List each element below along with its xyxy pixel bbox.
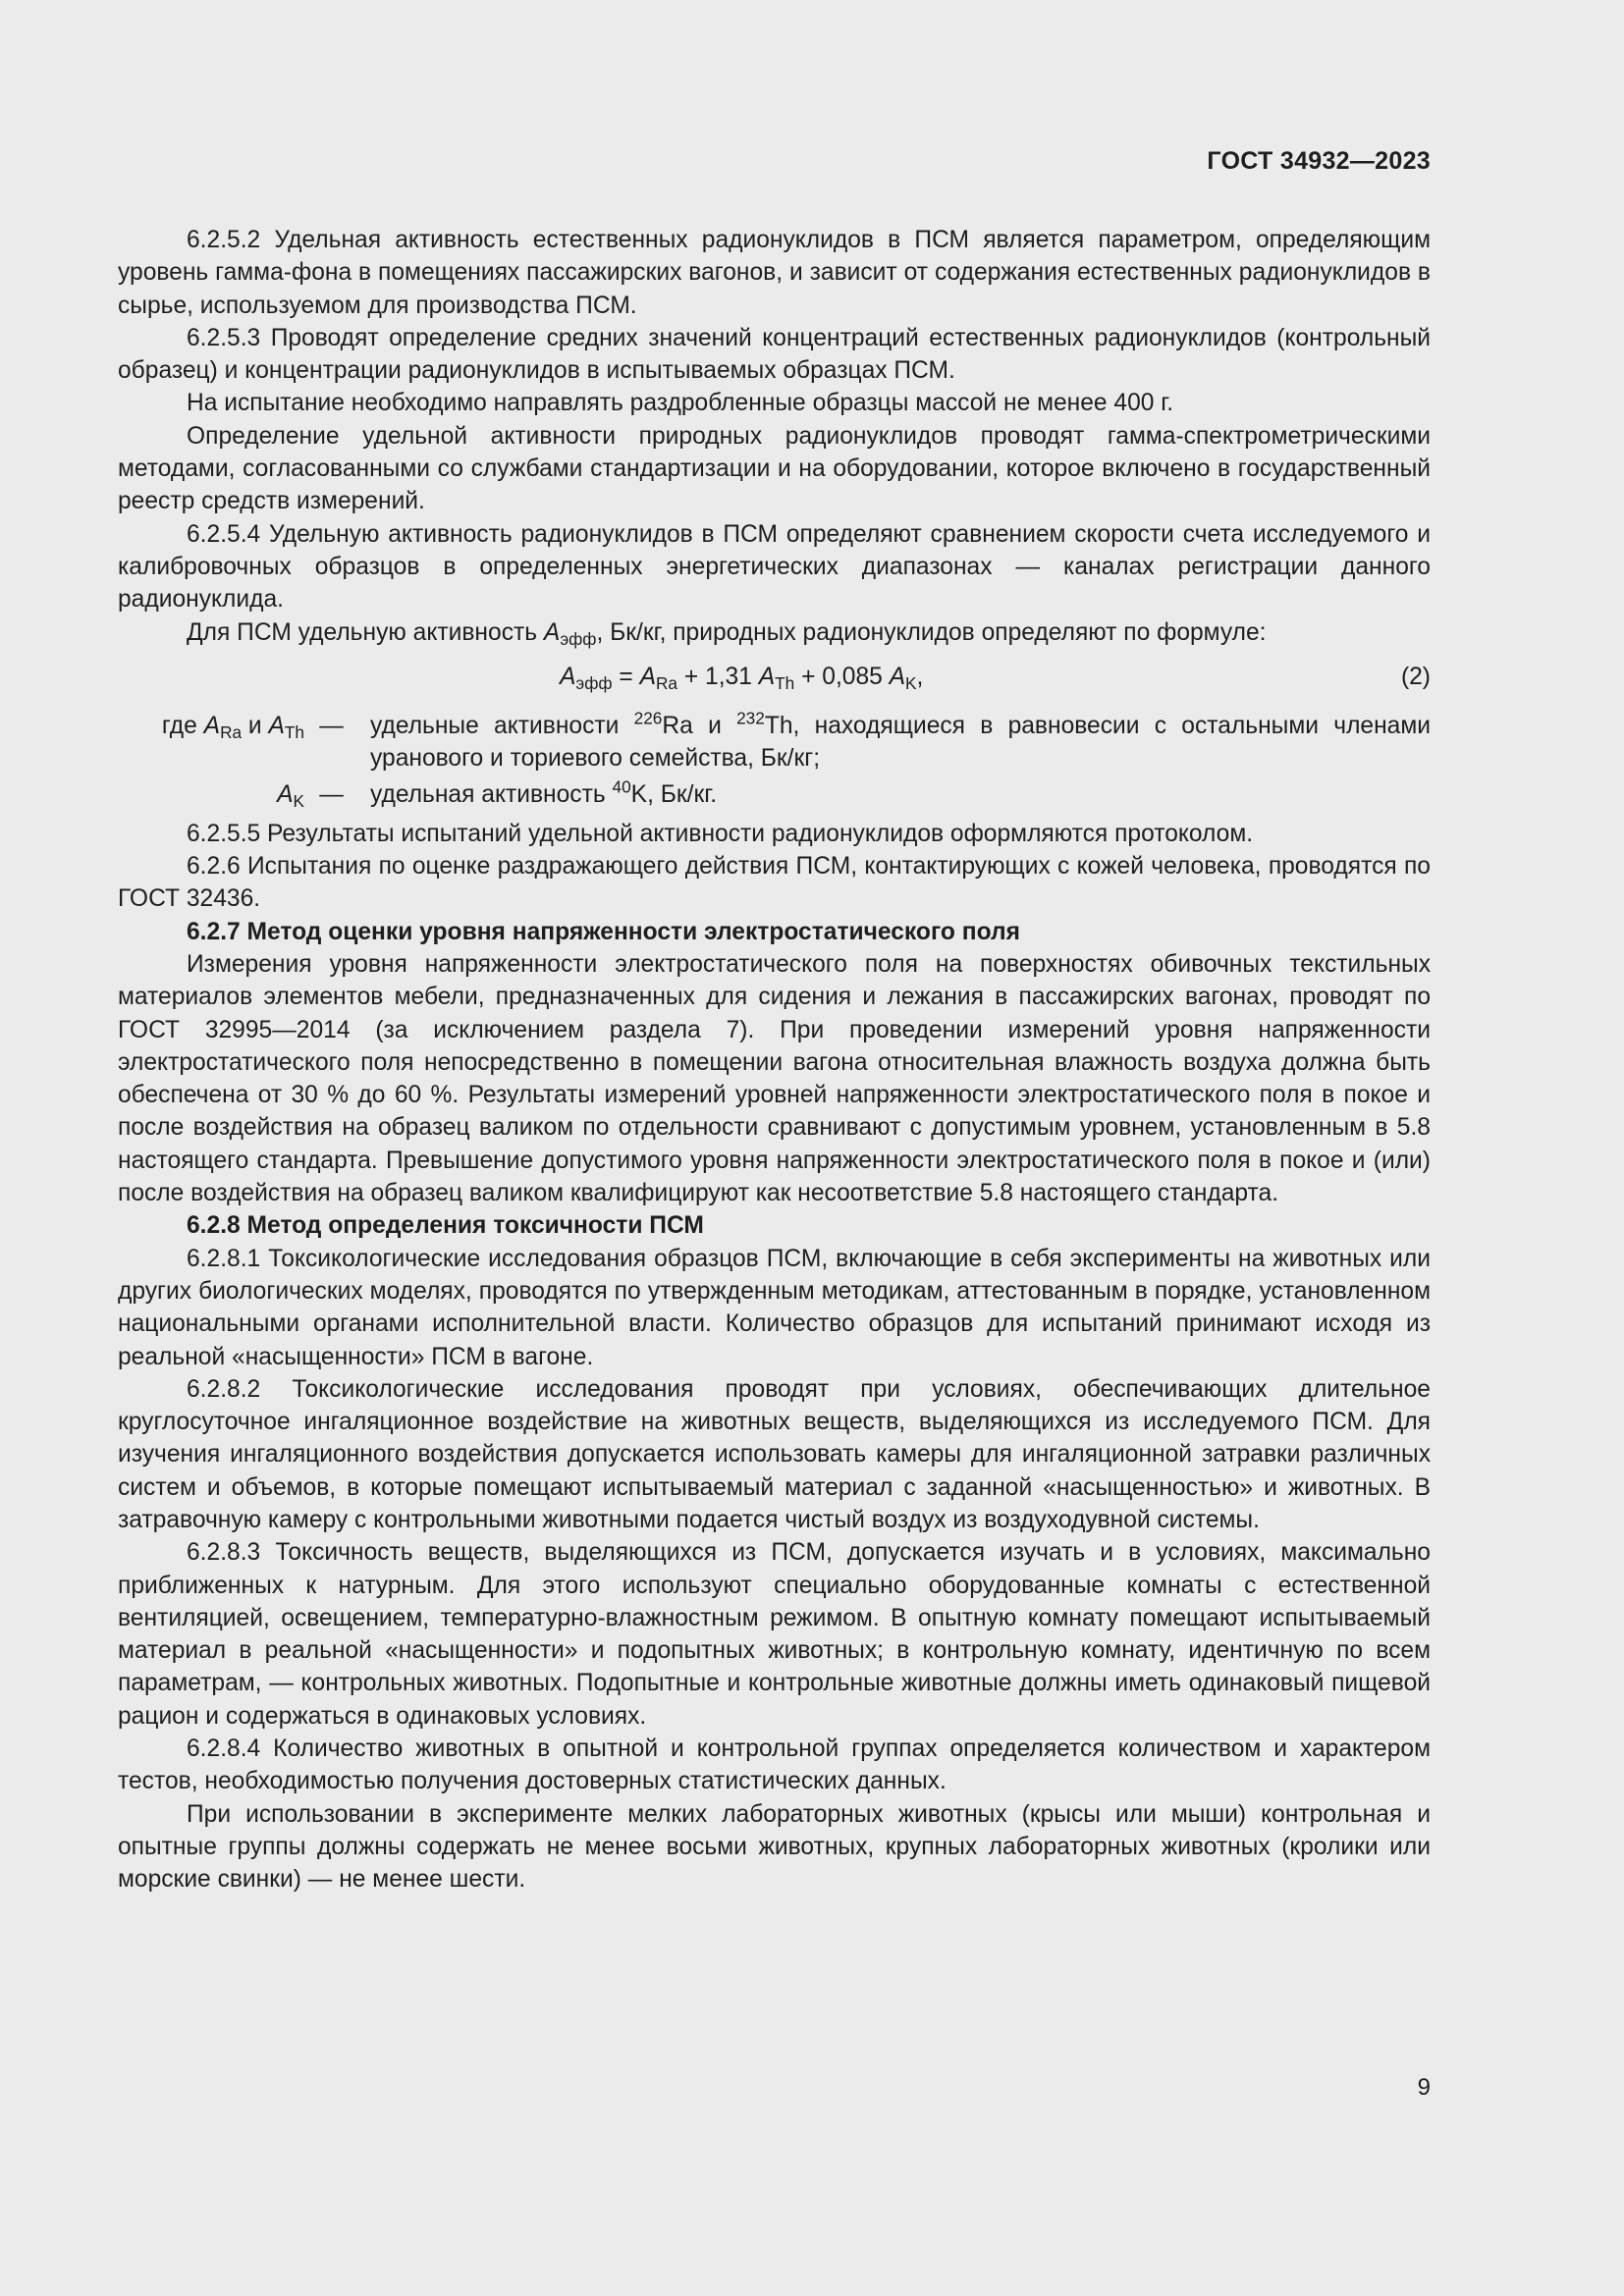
formula-number: (2) [1400,663,1431,690]
paragraph-sample-mass: На испытание необходимо направлять раздробленные образцы массой не менее 400 г. [187,390,1174,417]
where-dash: — [319,712,344,739]
paragraph-6-2-5-5: 6.2.5.5 Результаты испытаний удельной активности радионуклидов оформляются протоколом. [187,820,1254,847]
paragraph-animal-groups: При использовании в эксперименте мелких лабораторных животных (крысы или мыши) контрольная и опытные группы должны содержать не менее восьми животных, крупных лабораторных животных (кролики или морские свинки) — не менее шести. [118,1800,1431,1894]
where-definition-ra-th: удельные активности $^{226}$Ra и $^{232}$Th, находящиеся в равновесии с остальными членами уранового и ториевого семейства, Бк/кг; [370,708,1432,773]
where-definition-k: удельная активность $^{40}$K, Бк/кг. [370,776,718,809]
paragraph-gamma-methods: Определение удельной активности природных радионуклидов проводят гамма-спектрометрическими методами, согласованными со службами стандартизации и на оборудовании, которое включено в государственный реестр средств измерений. [118,422,1431,515]
formula-2 [118,661,1431,700]
paragraph-6-2-8-2: 6.2.8.2 Токсикологические исследования проводят при условиях, обеспечивающих длительное круглосуточное ингаляционное воздействие на животных веществ, выделяющихся из исследуемого ПСМ. Для изучения ингаляционного воздействия допускается использовать камеры для ингаляционной затравки различных систем и объемов, в которые помещают испытываемый материал с заданной «насыщенностью» и животных. В затравочную камеру с контрольными животными подается чистый воздух из воздуходувной системы. [118,1375,1431,1533]
where-item-k [118,778,1431,811]
paragraph-6-2-6: 6.2.6 Испытания по оценке раздражающего действия ПСМ, контактирующих с кожей человека, проводятся по ГОСТ 32436. [118,853,1431,913]
where-item-ra-th [118,710,1431,775]
paragraph-6-2-8-3: 6.2.8.3 Токсичность веществ, выделяющихся из ПСМ, допускается изучать и в условиях, максимально приближенных к натурным. Для этого используют специально оборудованные комнаты с естественной вентиляцией, освещением, температурно-влажностным режимом. В опытную комнату помещают испытываемый материал в реальной «насыщенности» и подопытных животных; в контрольную комнату, идентичную по всем параметрам, — контрольных животных. Подопытные и контрольные животные должны иметь одинаковый пищевой рацион и содержаться в одинаковых условиях. [118,1539,1431,1730]
paragraph-6-2-8-1: 6.2.8.1 Токсикологические исследования образцов ПСМ, включающие в себя эксперименты на животных или других биологических моделях, проводятся по утвержденным методикам, аттестованным в порядке, установленном национальными органами исполнительной власти. Количество образцов для испытаний принимают исходя из реальной «насыщенности» ПСМ в вагоне. [118,1245,1431,1370]
heading-6-2-7: 6.2.7 Метод оценки уровня напряженности электростатического поля [187,918,1020,945]
heading-6-2-8: 6.2.8 Метод определения токсичности ПСМ [187,1212,704,1240]
paragraph-formula-intro: Для ПСМ удельную активность $A_{эфф}$, Бк/кг, природных радионуклидов определяют по формуле: [187,618,1267,649]
paragraph-6-2-5-3: 6.2.5.3 Проводят определение средних значений концентраций естественных радионуклидов (контрольный образец) и концентрации радионуклидов в испытываемых образцах ПСМ. [118,324,1431,385]
paragraph-6-2-5-2: 6.2.5.2 Удельная активность естественных радионуклидов в ПСМ является параметром, определяющим уровень гамма-фона в помещениях пассажирских вагонов, и зависит от содержания естественных радионуклидов в сырье, используемом для производства ПСМ. [118,227,1431,319]
paragraph-6-2-8-4: 6.2.8.4 Количество животных в опытной и контрольной группах определяется количеством и характером тестов, необходимостью получения достоверных статистических данных. [118,1735,1431,1795]
where-dash: — [319,781,344,809]
page-number: 9 [1417,2074,1431,2101]
paragraph-6-2-5-4: 6.2.5.4 Удельную активность радионуклидов в ПСМ определяют сравнением скорости счета исследуемого и калибровочных образцов в определенных энергетических диапазонах — каналах регистрации данного радионуклида. [118,520,1431,614]
formula-expression: $A_{эфф} = A_{Ra} + 1,31$ $A_{Th} + 0,085$ $A_K$, [560,663,924,694]
where-symbol-k: $A_K$ [277,781,304,812]
paragraph-electrostatic: Измерения уровня напряженности электростатического поля на поверхностях обивочных текстильных материалов элементов мебели, предназначенных для сидения и лежания в пассажирских вагонах, проводят по ГОСТ 32995—2014 (за исключением раздела 7). При проведении измерений уровня напряженности электростатического поля непосредственно в помещении вагона относительная влажность воздуха должна быть обеспечена от 30 % до 60 %. Результаты измерений уровней напряженности электростатического поля в покое и после воздействия на образец валиком по отдельности сравнивают с допустимым уровнем, установленным в 5.8 настоящего стандарта. Превышение допустимого уровня напряженности электростатического поля в покое и (или) после воздействия на образец валиком квалифицируют как несоответствие 5.8 настоящего стандарта. [118,950,1431,1207]
document-code: ГОСТ 34932—2023 [1207,147,1431,175]
document-body [118,224,1431,1896]
where-symbol-ra-th: где $A_{Ra}$ и $A_{Th}$ [161,712,304,743]
